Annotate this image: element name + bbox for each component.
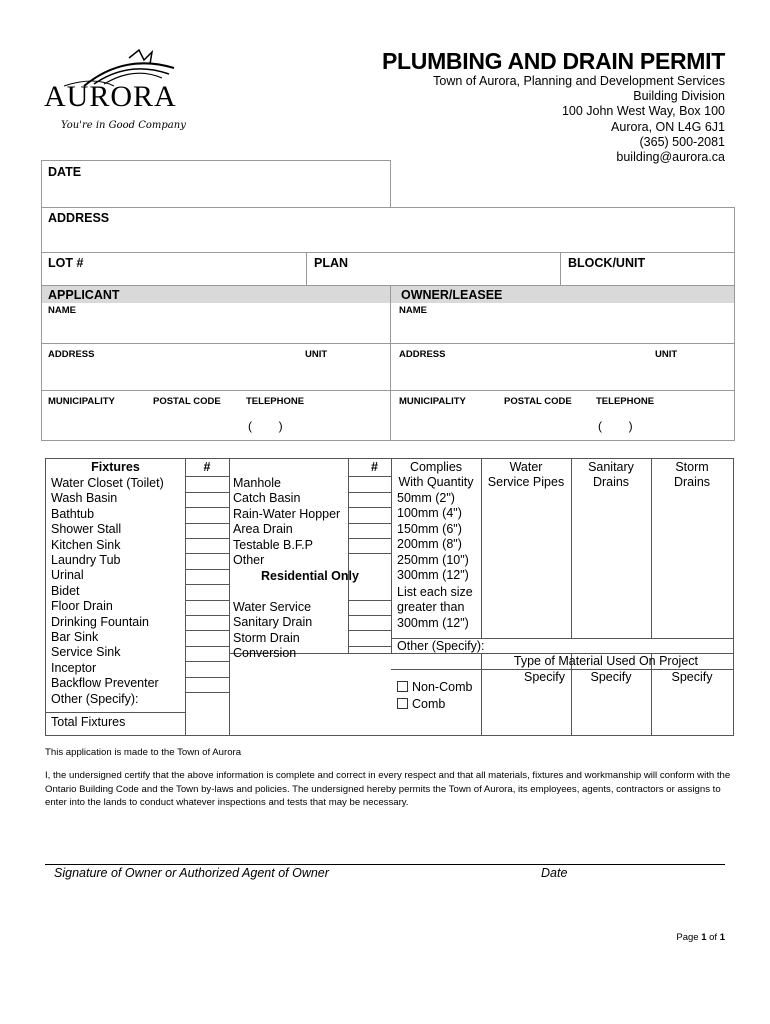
fixture-item: Inceptor (51, 660, 97, 675)
fixture-item: Water Service (233, 600, 312, 614)
owner-name-label: NAME (399, 305, 427, 316)
aurora-logo (44, 48, 204, 138)
address-line: Town of Aurora, Planning and Development Services (433, 74, 725, 88)
pipe-size: 50mm (2") (397, 491, 455, 505)
address-line: Aurora, ON L4G 6J1 (611, 119, 725, 134)
block-field[interactable] (560, 252, 735, 286)
fixture-item: Area Drain (233, 522, 293, 537)
address-line: 100 John West Way, Box 100 (561, 104, 725, 119)
lot-label: LOT # (48, 256, 84, 270)
fixture-item: Water Closet (Toilet) (51, 476, 164, 490)
fixture-item: Bar Sink (51, 630, 99, 645)
applicant-telephone-label: TELEPHONE (246, 396, 305, 407)
owner-telephone-label: TELEPHONE (596, 396, 655, 407)
residential-only-label: Residential Only (261, 569, 359, 583)
fixture-item: Conversion (233, 646, 297, 661)
address-line: Building Division (633, 89, 725, 104)
fixture-item: Bathtub (51, 506, 95, 521)
address-line: building@aurora.ca (616, 150, 725, 165)
pipe-size: 300mm (12") (397, 568, 469, 583)
owner-postal-label: POSTAL CODE (504, 396, 572, 407)
page-number: Page 1 of 1 (676, 932, 725, 943)
owner-municipality-label: MUNICIPALITY (399, 396, 466, 407)
applicant-heading: APPLICANT (48, 288, 120, 302)
address-label: ADDRESS (48, 211, 110, 225)
signature-label: Signature of Owner or Authorized Agent of Owner (54, 866, 329, 880)
fixture-item: Testable B.F.P (233, 537, 313, 552)
fixture-item: Drinking Fountain (51, 614, 149, 629)
list-each-size: List each size greater than 300mm (12") (397, 585, 473, 630)
office-address (433, 74, 725, 165)
non-comb-checkbox[interactable]: Non-Comb (397, 680, 472, 694)
applicant-address-label: ADDRESS (48, 349, 95, 360)
lot-field[interactable] (41, 252, 307, 286)
pipe-size: 150mm (6") (397, 521, 462, 536)
applicant-phone-parens: ( ) (248, 419, 283, 433)
applicant-municipality-label: MUNICIPALITY (48, 396, 115, 407)
other-specify-label: Other (Specify): (397, 639, 485, 653)
fixture-item: Catch Basin (233, 491, 301, 506)
date-signature-label: Date (541, 866, 568, 880)
pipe-size: 100mm (4") (397, 506, 462, 521)
address-line: (365) 500-2081 (639, 134, 725, 149)
plan-field[interactable] (306, 252, 561, 286)
pipe-size: 200mm (8") (397, 537, 462, 552)
owner-phone-parens: ( ) (598, 419, 633, 433)
storm-header: Storm Drains (673, 460, 711, 490)
fixture-item: Sanitary Drain (233, 615, 313, 630)
owner-unit-label: UNIT (655, 349, 678, 360)
specify-label: Specify (524, 670, 565, 684)
fixtures-table (45, 458, 734, 736)
logo-tagline: You're in Good Company (61, 120, 186, 131)
material-header: Type of Material Used On Project (513, 654, 698, 668)
fixture-item: Kitchen Sink (51, 537, 121, 552)
count-header: # (203, 460, 211, 474)
checkbox-icon[interactable] (397, 681, 408, 692)
owner-address-label: ADDRESS (399, 349, 446, 360)
fixture-item: Wash Basin (51, 491, 118, 506)
sanitary-header: Sanitary Drains (588, 460, 634, 490)
date-label: DATE (48, 165, 82, 179)
owner-heading: OWNER/LEASEE (401, 288, 503, 302)
applicant-section (41, 285, 391, 441)
fixture-item: Shower Stall (51, 522, 122, 537)
fixture-item: Urinal (51, 568, 84, 583)
checkbox-icon[interactable] (397, 698, 408, 709)
fixture-item: Storm Drain (233, 630, 300, 645)
fixture-item: Manhole (233, 476, 281, 490)
logo-wordmark: AURORA (44, 80, 177, 113)
water-header: Water Service Pipes (487, 460, 565, 490)
pipe-size: 250mm (10") (397, 552, 469, 567)
fixture-item: Floor Drain (51, 599, 113, 614)
application-note: This application is made to the Town of Aurora (45, 747, 242, 758)
date-field[interactable] (41, 160, 391, 208)
plan-label: PLAN (314, 256, 349, 270)
owner-section (390, 285, 735, 441)
complies-header: Complies With Quantity (398, 460, 474, 490)
fixture-item: Other (Specify): (51, 691, 139, 706)
applicant-postal-label: POSTAL CODE (153, 396, 221, 407)
fixture-item: Laundry Tub (51, 553, 121, 568)
applicant-name-label: NAME (48, 305, 76, 316)
specify-label: Specify (671, 670, 713, 684)
applicant-unit-label: UNIT (305, 349, 328, 360)
fixture-item: Backflow Preventer (51, 676, 159, 691)
block-label: BLOCK/UNIT (568, 256, 646, 270)
total-fixtures-label: Total Fixtures (51, 715, 126, 729)
fixtures-header: Fixtures (91, 460, 140, 474)
specify-label: Specify (590, 670, 632, 684)
comb-checkbox[interactable]: Comb (397, 697, 445, 711)
fixture-item: Rain-Water Hopper (233, 506, 341, 521)
fixture-item: Service Sink (51, 645, 121, 660)
count-header: # (371, 460, 378, 474)
page-title: PLUMBING AND DRAIN PERMIT (381, 48, 725, 74)
fixture-item: Bidet (51, 583, 80, 598)
fixture-item: Other (233, 553, 265, 568)
address-field[interactable] (41, 207, 735, 253)
certification-text: I, the undersigned certify that the above information is complete and correct in every respect and that all materials, fixtures and workmanship will conform with the Ontario Building Code and the Town by-laws and policies. The undersigned hereby permits the Town of Aurora, its employees, agents, contractors or assigns to enter into the lands to conduct whatever inspections and tests that may be necessary. (45, 770, 731, 808)
